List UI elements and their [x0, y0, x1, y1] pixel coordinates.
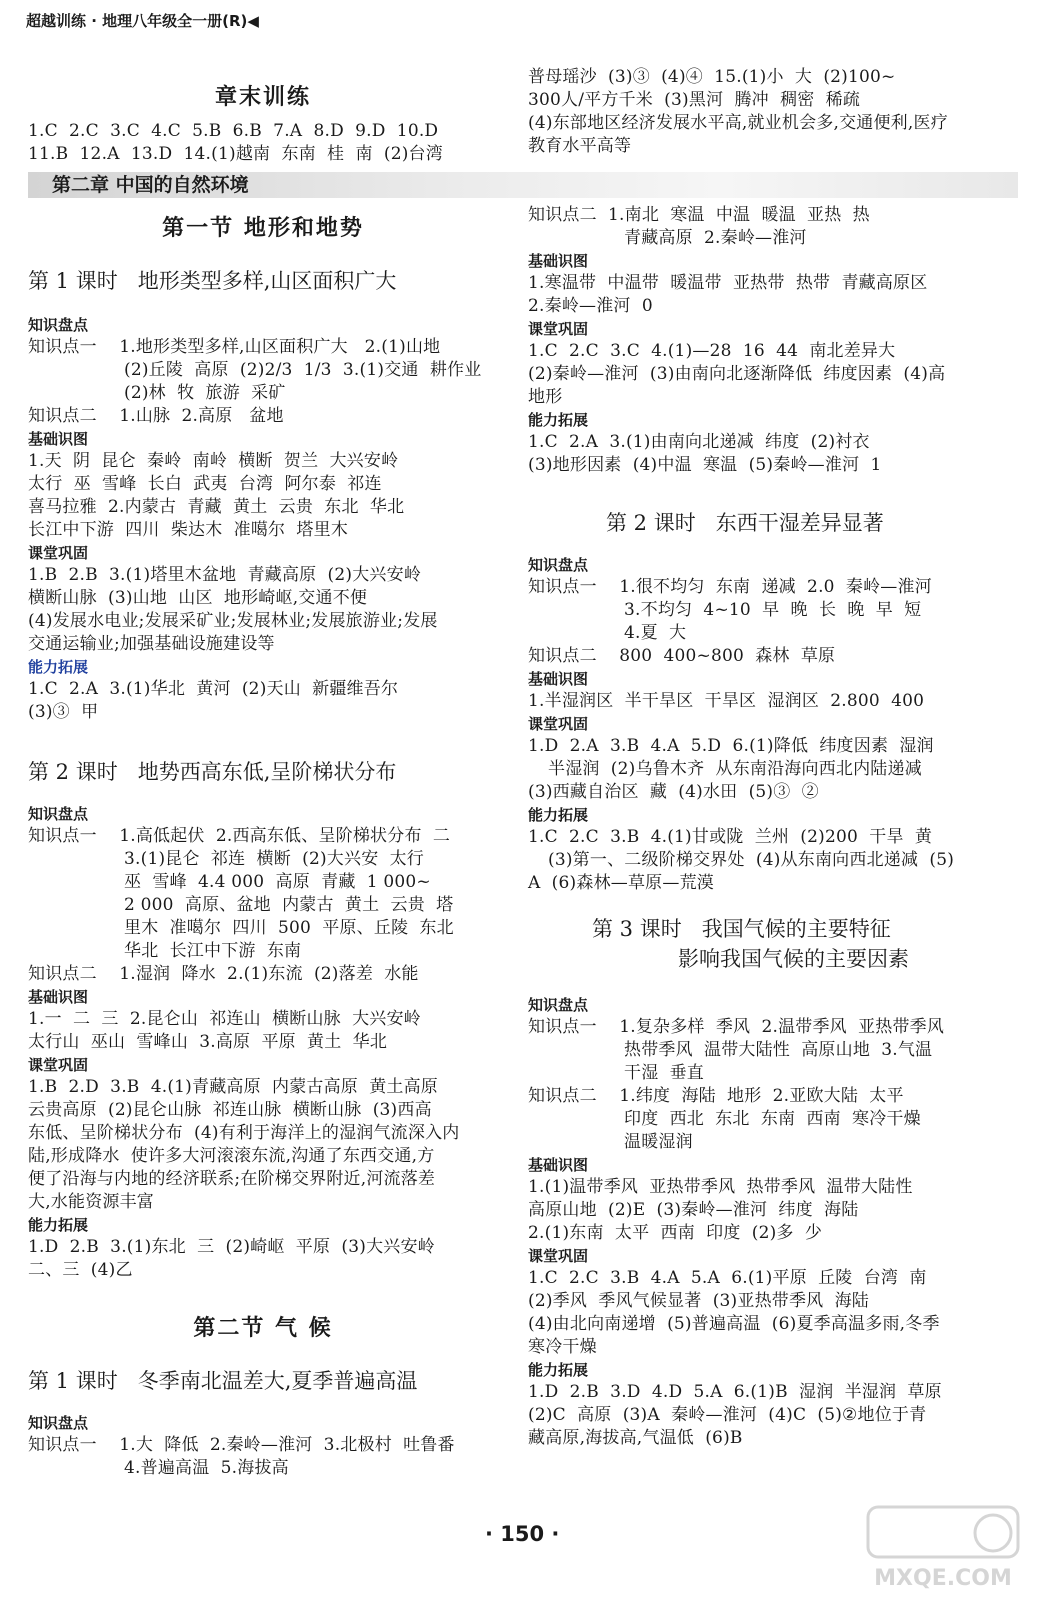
running-header: 超越训练 · 地理八年级全一册(R)◀ [26, 12, 259, 30]
answer-line: 1.半湿润区 半干旱区 干旱区 湿润区 2.800 400 [528, 691, 925, 711]
answer-line: 藏高原,海拔高,气温低 (6)B [528, 1428, 743, 1448]
answer-line: 知识点一 1.很不均匀 东南 递减 2.0 秦岭—淮河 [528, 577, 932, 597]
section-label: 基础识图 [28, 430, 89, 448]
answer-line: 知识点二 1.山脉 2.高原 盆地 [28, 406, 284, 426]
answer-line: 知识点一 1.大 降低 2.秦岭—淮河 3.北极村 吐鲁番 [28, 1435, 455, 1455]
answer-line: 长江中下游 四川 柴达木 准噶尔 塔里木 [28, 520, 349, 540]
chapter-title: 第二章 中国的自然环境 [52, 174, 249, 196]
lesson3-block [28, 1412, 498, 1480]
answer-line: 太行 巫 雪峰 长白 武夷 台湾 阿尔泰 祁连 [28, 474, 382, 494]
answer-line: 横断山脉 (3)山地 山区 地形崎岖,交通不便 [28, 588, 368, 608]
answer-line: 青藏高原 2.秦岭—淮河 [624, 228, 807, 248]
answer-line: 11.B 12.A 13.D 14.(1)越南 东南 桂 南 (2)台湾 [28, 144, 443, 164]
answer-line: 1.D 2.A 3.B 4.A 5.D 6.(1)降低 纬度因素 湿润 [528, 736, 934, 756]
answer-line: 2.秦岭—淮河 0 [528, 296, 653, 316]
answer-line: 大,水能资源丰富 [28, 1192, 155, 1212]
review-answers [28, 120, 498, 166]
lesson-title: 第 3 课时 我国气候的主要特征 [592, 917, 891, 941]
answer-line: 4.普遍高温 5.海拔高 [124, 1458, 289, 1478]
answer-line: 太行山 巫山 雪峰山 3.高原 平原 黄土 华北 [28, 1032, 388, 1052]
answer-line: 知识点二 1.纬度 海陆 地形 2.亚欧大陆 太平 [528, 1086, 904, 1106]
answer-line: 4.夏 大 [624, 623, 687, 643]
answer-line: 喜马拉雅 2.内蒙古 青藏 黄土 云贵 东北 华北 [28, 497, 405, 517]
page-number: · 150 · [485, 1522, 560, 1546]
answer-line: (3)③ 甲 [28, 702, 99, 722]
answer-line: 知识点一 1.复杂多样 季风 2.温带季风 亚热带季风 [528, 1017, 945, 1037]
lesson5-block [528, 994, 1028, 1450]
answer-line: 交通运输业;加强基础设施建设等 [28, 634, 275, 654]
section-label: 知识盘点 [528, 996, 589, 1014]
lesson3-continued [528, 204, 1028, 477]
lesson1-block [28, 314, 498, 724]
answer-line: (2)季风 季风气候显著 (3)亚热带季风 海陆 [528, 1291, 869, 1311]
section-label: 知识盘点 [28, 316, 89, 334]
answer-line: 知识点二 800 400~800 森林 草原 [528, 646, 836, 666]
section-label: 知识盘点 [528, 556, 589, 574]
answer-line: 1.寒温带 中温带 暖温带 亚热带 热带 青藏高原区 [528, 273, 928, 293]
answer-line: 1.天 阴 昆仑 秦岭 南岭 横断 贺兰 大兴安岭 [28, 451, 399, 471]
section-label: 能力拓展 [528, 806, 589, 824]
answer-line: 高原山地 (2)E (3)秦岭—淮河 纬度 海陆 [528, 1200, 859, 1220]
answer-line: 2.(1)东南 太平 西南 印度 (2)多 少 [528, 1223, 823, 1243]
answer-line: A (6)森林—草原—荒漠 [528, 873, 714, 893]
answer-line: 1.D 2.B 3.D 4.D 5.A 6.(1)B 湿润 半湿润 草原 [528, 1382, 942, 1402]
lesson2-block [28, 803, 498, 1282]
answer-line: 干湿 垂直 [624, 1063, 705, 1083]
answer-line: 热带季风 温带大陆性 高原山地 3.气温 [624, 1040, 933, 1060]
answer-line: 1.B 2.D 3.B 4.(1)青藏高原 内蒙古高原 黄土高原 [28, 1077, 439, 1097]
answer-line: 半湿润 (2)乌鲁木齐 从东南沿海向西北内陆递减 [548, 759, 922, 779]
answer-line: (3)西藏自治区 藏 (4)水田 (5)③ ② [528, 782, 819, 802]
answer-line: 二、三 (4)乙 [28, 1260, 133, 1280]
answer-line: (4)由北向南递增 (5)普遍高温 (6)夏季高温多雨,冬季 [528, 1314, 940, 1334]
answer-line: 2 000 高原、盆地 内蒙古 黄土 云贵 塔 [124, 895, 454, 915]
answer-line: 1.一 二 三 2.昆仑山 祁连山 横断山脉 大兴安岭 [28, 1009, 421, 1029]
answer-line: 1.C 2.A 3.(1)由南向北递减 纬度 (2)衬衣 [528, 432, 870, 452]
review-continued [528, 66, 1028, 158]
answer-line: 巫 雪峰 4.4 000 高原 青藏 1 000~ [124, 872, 431, 892]
answer-line: 1.B 2.B 3.(1)塔里木盆地 青藏高原 (2)大兴安岭 [28, 565, 422, 585]
answer-line: (4)发展水电业;发展采矿业;发展林业;发展旅游业;发展 [28, 611, 438, 631]
answer-line: 3.(1)昆仑 祁连 横断 (2)大兴安 太行 [124, 849, 425, 869]
answer-line: 1.C 2.C 3.C 4.(1)—28 16 44 南北差异大 [528, 341, 896, 361]
answer-line: 知识点二 1.湿润 降水 2.(1)东流 (2)落差 水能 [28, 964, 419, 984]
answer-line: (4)东部地区经济发展水平高,就业机会多,交通便利,医疗 [528, 113, 948, 133]
section-label: 能力拓展 [528, 411, 589, 429]
answer-line: 里木 准噶尔 四川 500 平原、丘陵 东北 [124, 918, 454, 938]
answer-line: 1.C 2.C 3.B 4.(1)甘或陇 兰州 (2)200 干旱 黄 [528, 827, 933, 847]
answer-line: (2)林 牧 旅游 采矿 [124, 383, 286, 403]
watermark-text: MXQE.COM [874, 1566, 1012, 1591]
section-label: 课堂巩固 [528, 715, 589, 733]
answer-line: 云贵高原 (2)昆仑山脉 祁连山脉 横断山脉 (3)西高 [28, 1100, 432, 1120]
answer-line: (2)秦岭—淮河 (3)由南向北逐渐降低 纬度因素 (4)高 [528, 364, 946, 384]
lesson-title: 第 1 课时 冬季南北温差大,夏季普遍高温 [28, 1369, 418, 1393]
answer-line: (3)第一、二级阶梯交界处 (4)从东南向西北递减 (5) [548, 850, 955, 870]
answer-line: (2)C 高原 (3)A 秦岭—淮河 (4)C (5)②地位于青 [528, 1405, 927, 1425]
answer-line: 华北 长江中下游 东南 [124, 941, 302, 961]
section-label: 能力拓展 [528, 1361, 589, 1379]
review-title: 章末训练 [214, 85, 311, 110]
lesson-title: 第 2 课时 东西干湿差异显著 [606, 511, 884, 535]
answer-line: 便了沿海与内地的经济联系;在阶梯交界附近,河流落差 [28, 1169, 436, 1189]
section-label: 基础识图 [528, 1156, 589, 1174]
answer-line: 教育水平高等 [528, 136, 632, 156]
section-label: 能力拓展 [28, 1216, 89, 1234]
answer-line: 知识点二 1.南北 寒温 中温 暖温 亚热 热 [528, 205, 870, 225]
section-title: 第二节 气 候 [193, 1316, 333, 1341]
section-label: 课堂巩固 [28, 544, 89, 562]
answer-line: 印度 西北 东北 东南 西南 寒冷干燥 [624, 1109, 921, 1129]
answer-line: 1.C 2.C 3.B 4.A 5.A 6.(1)平原 丘陵 台湾 南 [528, 1268, 927, 1288]
watermark-logo [858, 1503, 1028, 1593]
section-label: 课堂巩固 [528, 1247, 589, 1265]
answer-line: 普母瑶沙 (3)③ (4)④ 15.(1)小 大 (2)100~ [528, 67, 896, 87]
answer-line: 温暖湿润 [624, 1132, 693, 1152]
answer-line: 1.D 2.B 3.(1)东北 三 (2)崎岖 平原 (3)大兴安岭 [28, 1237, 435, 1257]
section-label: 基础识图 [28, 988, 89, 1006]
section-label: 知识盘点 [28, 1414, 89, 1432]
lesson4-block [528, 554, 1028, 895]
answer-line: (3)地形因素 (4)中温 寒温 (5)秦岭—淮河 1 [528, 455, 882, 475]
section-label: 课堂巩固 [28, 1056, 89, 1074]
section-label: 课堂巩固 [528, 320, 589, 338]
answer-line: 300人/平方千米 (3)黑河 腾冲 稠密 稀疏 [528, 90, 861, 110]
answer-line: (2)丘陵 高原 (2)2/3 1/3 3.(1)交通 耕作业 [124, 360, 482, 380]
section-label: 能力拓展 [28, 658, 89, 676]
answer-line: 寒冷干燥 [528, 1337, 597, 1357]
lesson-title: 第 1 课时 地形类型多样,山区面积广大 [28, 269, 397, 293]
answer-line: 知识点一 1.地形类型多样,山区面积广大 2.(1)山地 [28, 337, 441, 357]
section-label: 基础识图 [528, 252, 589, 270]
answer-line: 东低、呈阶梯状分布 (4)有利于海洋上的湿润气流深入内 [28, 1123, 460, 1143]
answer-line: 知识点一 1.高低起伏 2.西高东低、呈阶梯状分布 二 [28, 826, 451, 846]
answer-line: 地形 [528, 387, 563, 407]
answer-line: 3.不均匀 4~10 早 晚 长 晚 早 短 [624, 600, 922, 620]
section-label: 基础识图 [528, 670, 589, 688]
section-label: 知识盘点 [28, 805, 89, 823]
section-title: 第一节 地形和地势 [162, 216, 364, 241]
answer-line: 1.C 2.C 3.C 4.C 5.B 6.B 7.A 8.D 9.D 10.D [28, 121, 439, 141]
lesson-subtitle: 影响我国气候的主要因素 [678, 947, 909, 971]
lesson-title: 第 2 课时 地势西高东低,呈阶梯状分布 [28, 760, 397, 784]
answer-line: 陆,形成降水 使许多大河滚滚东流,沟通了东西交通,方 [28, 1146, 435, 1166]
answer-line: 1.C 2.A 3.(1)华北 黄河 (2)天山 新疆维吾尔 [28, 679, 399, 699]
answer-line: 1.(1)温带季风 亚热带季风 热带季风 温带大陆性 [528, 1177, 913, 1197]
